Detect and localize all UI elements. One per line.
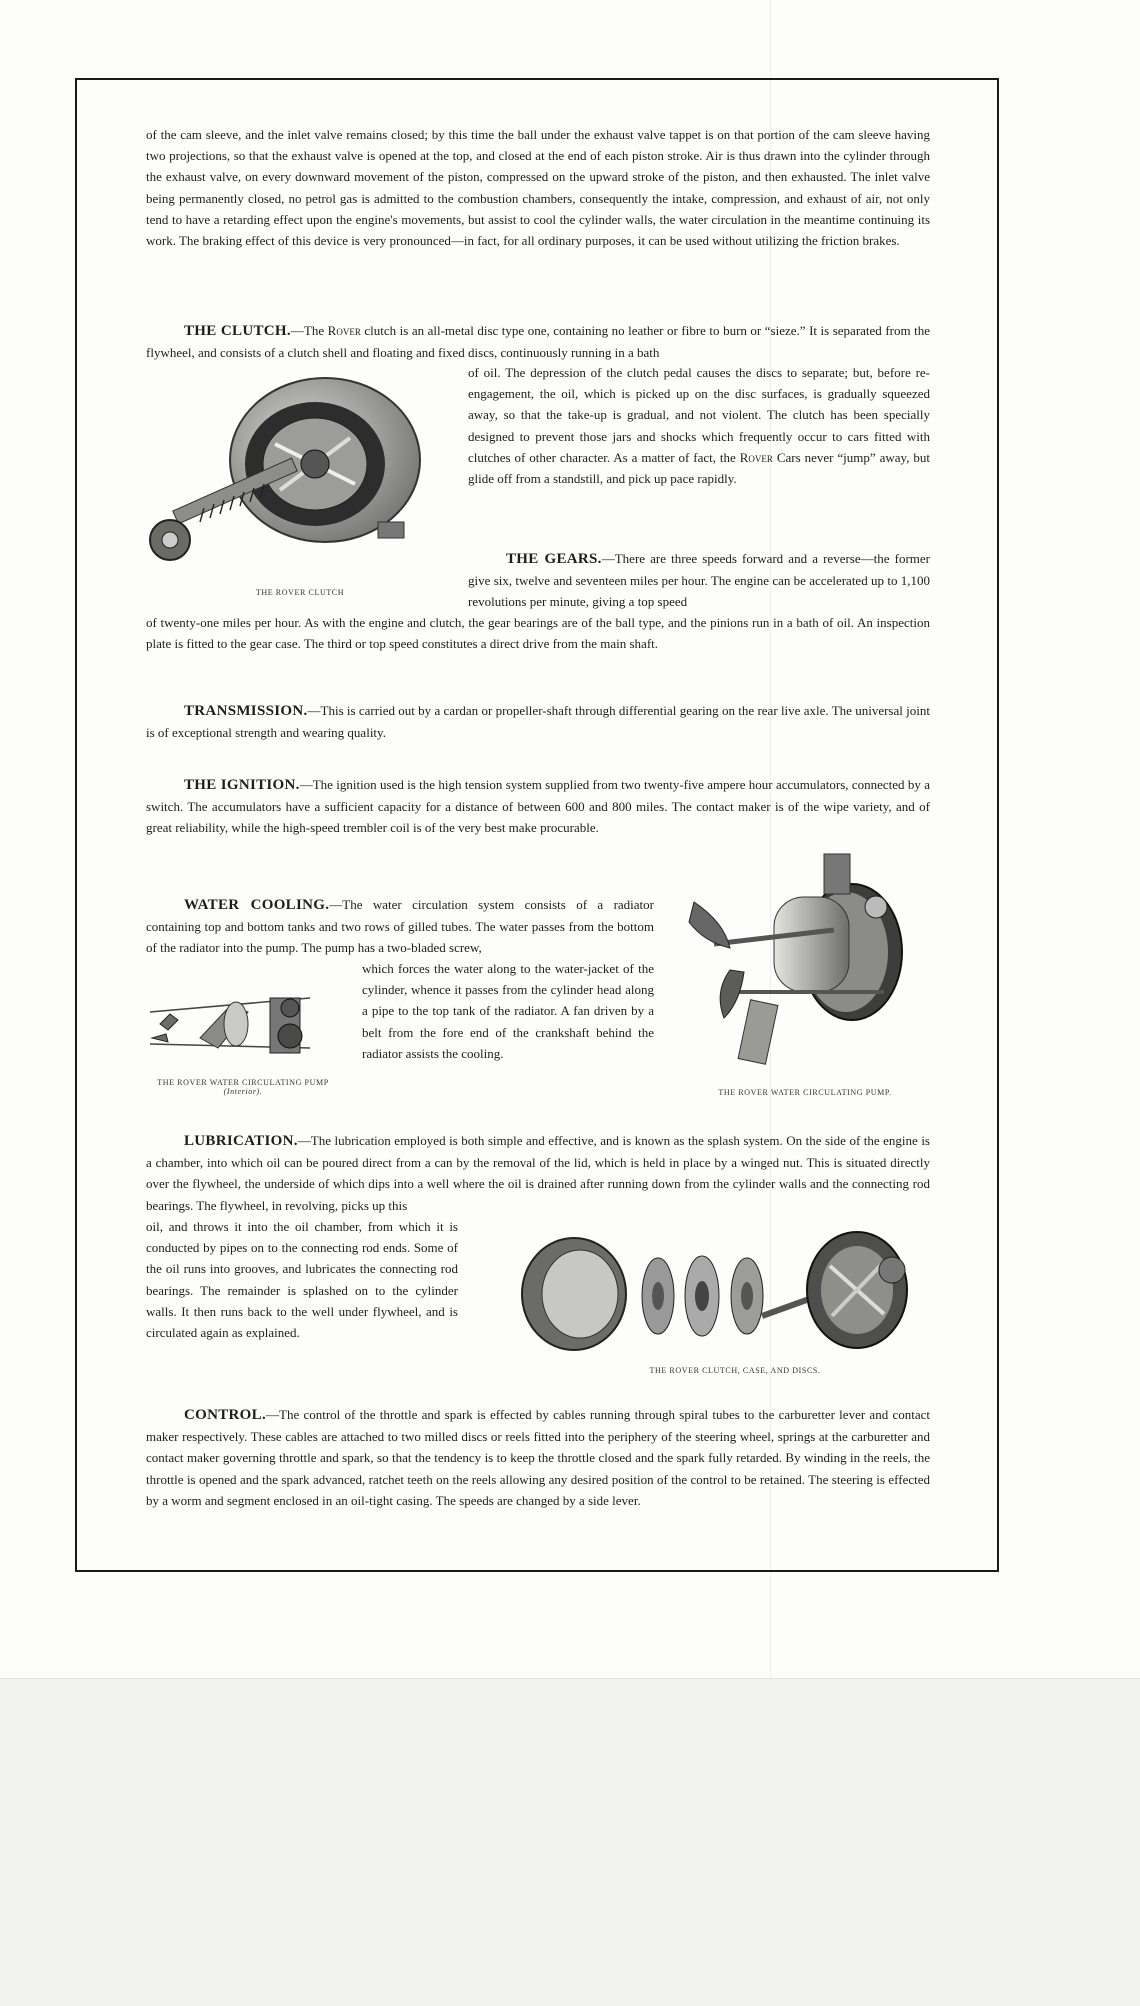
control-paragraph bbox=[146, 1404, 930, 1511]
water-text-a: —The water circulation system consists of a radiator containing top and bottom tanks and two rows of gilled tubes. The water passes from the bottom of the radiator into the pump. The pump has a two-bladed screw, bbox=[146, 897, 654, 956]
clutch-heading: THE CLUTCH. bbox=[184, 323, 291, 339]
blank-lower-margin bbox=[0, 1678, 1140, 2006]
intro-paragraph: of the cam sleeve, and the inlet valve remains closed; by this time the ball under the exhaust valve tappet is on that portion of the cam sleeve having two projections, so that the exhaust valve is opened at the top, and closed at the end of each piston stroke. Air is thus drawn into the cylinder through the exhaust valve, on every downward movement of the piston, compressed on the upward stroke of the piston, and then exhausted. The inlet valve being permanently closed, no petrol gas is admitted to the combustion chambers, consequently the intake, compression, and exhaust of air, not only tend to have a retarding effect upon the engine's movements, but assist to cool the cylinder walls, the water circulation in the meantime continuing its work. The braking effect of this device is very pronounced—in fact, for all ordinary purposes, it can be used without utilizing the friction brakes. bbox=[146, 127, 930, 249]
clutch-col-text-end: Cars never “jump” away, but glide off from a standstill, and pick up pace rapidly. bbox=[468, 449, 930, 487]
gears-paragraph: of twenty-one miles per hour. As with the engine and clutch, the gear bearings are of the ball type, and the pinions run in a bath of oil. An inspection plate is fitted to the gear case. The third or top speed constitutes a direct drive from the main shaft. bbox=[146, 615, 930, 652]
pump-interior-caption-sub: (Interior). bbox=[223, 1087, 263, 1096]
control-heading: CONTROL. bbox=[184, 1407, 266, 1423]
transmission-text: —This is carried out by a cardan or propeller-shaft through differential gearing on the rear live axle. The universal joint is of exceptional strength and wearing quality. bbox=[146, 703, 930, 741]
clutch-text-a: —The bbox=[290, 323, 328, 338]
water-cooling-heading: WATER COOLING. bbox=[184, 897, 330, 913]
clutch-case-discs-caption: THE ROVER CLUTCH, CASE, AND DISCS. bbox=[649, 1366, 821, 1375]
clutch-caption: THE ROVER CLUTCH bbox=[255, 588, 345, 597]
lubrication-heading: LUBRICATION. bbox=[184, 1133, 298, 1149]
control-text: —The control of the throttle and spark is effected by cables running through spiral tubes to the carburetter lever and contact maker respectively. These cables are attached to two milled discs or reels fitted into the periphery of the steering wheel, springs at the carburetter and contact maker governing throttle and spark, so that the tendency is to keep the throttle closed and the spark fully retarded. By winding in the reels, the throttle is opened and the spark advanced, ratchet teeth on the reels allowing any desired position of the control to be retained. The steering is effected by a worm and segment enclosed in an oil-tight casing. The speeds are changed by a side lever. bbox=[146, 1407, 930, 1508]
ignition-paragraph bbox=[146, 774, 930, 839]
lubrication-paragraph bbox=[146, 1130, 930, 1216]
water-cooling-paragraph bbox=[146, 894, 654, 959]
gears-column-paragraph bbox=[468, 548, 930, 613]
clutch-lead-paragraph bbox=[146, 320, 930, 363]
gears-heading: THE GEARS. bbox=[506, 551, 602, 567]
lubrication-column: oil, and throws it into the oil chamber, from which it is conducted by pipes on to the connecting rod ends. Some of the oil runs into grooves, and lubricates the connecting rod bearings. The remainder is splashed on to the cylinder walls. It then runs back to the well under flywheel, and is circulated again as explained. bbox=[146, 1219, 458, 1341]
clutch-case-discs-illustration bbox=[512, 1226, 920, 1366]
clutch-text-b: clutch is an all-metal disc type one, containing no leather or fibre to burn or “sieze.” bbox=[360, 323, 806, 338]
clutch-brand-b: Rover bbox=[739, 449, 773, 465]
lubrication-text-a: —The lubrication employed is both simple and effective, and is known as the splash system. On the side of the engine is a chamber, into which oil can be poured direct from a can by the removal of the lid, which is held in place by a winged nut. This is situated directly over the flywheel, the underside of which dips into a well where the oil is drained after running down from the cylinder walls and the connecting rod bearings. The flywheel, in revolving, picks up this bbox=[146, 1133, 930, 1213]
clutch-column-paragraph bbox=[468, 362, 930, 489]
water-cooling-column: which forces the water along to the water-jacket of the cylinder, whence it passes from the cylinder head along a pipe to the top tank of the radiator. A fan driven by a belt from the fore end of the crankshaft behind the radiator assists the cooling. bbox=[362, 961, 654, 1061]
clutch-text-c: It is separated from the flywheel, and consists of a clutch shell and floating and fixed discs, continuously running in a bath bbox=[146, 323, 931, 361]
pump-interior-caption-main: THE ROVER WATER CIRCULATING PUMP bbox=[157, 1078, 329, 1087]
transmission-heading: TRANSMISSION. bbox=[184, 703, 308, 719]
water-pump-caption: THE ROVER WATER CIRCULATING PUMP. bbox=[718, 1088, 892, 1097]
water-pump-illustration bbox=[684, 852, 924, 1072]
transmission-paragraph bbox=[146, 700, 930, 743]
clutch-illustration bbox=[140, 372, 430, 582]
gears-col-text: —There are three speeds forward and a reverse—the former give six, twelve and seventeen miles per hour. The engine can be accelerated up to 1,100 revolutions per minute, giving a top speed bbox=[468, 551, 930, 610]
pump-interior-illustration bbox=[140, 968, 340, 1068]
pump-interior-caption bbox=[148, 1078, 338, 1096]
ignition-heading: THE IGNITION. bbox=[184, 777, 300, 793]
clutch-col-text: of oil. The depression of the clutch pedal causes the discs to separate; but, before re-engagement, the oil, which is picked up on the disc surfaces, is gradually squeezed away, so that the take-up is gradual, and not violent. The clutch has been specially designed to prevent those jars and shocks which frequently occur to cars fitted with clutches of other character. As a matter of fact, the bbox=[468, 365, 930, 465]
clutch-brand-a: Rover bbox=[327, 323, 361, 338]
ignition-text: —The ignition used is the high tension system supplied from two twenty-five ampere hour accumulators, connected by a switch. The accumulators have a sufficient capacity for a distance of between 600 and 800 miles. The contact maker is of the wipe variety, and of great reliability, while the high-speed trembler coil is of the very best make procurable. bbox=[146, 777, 930, 836]
